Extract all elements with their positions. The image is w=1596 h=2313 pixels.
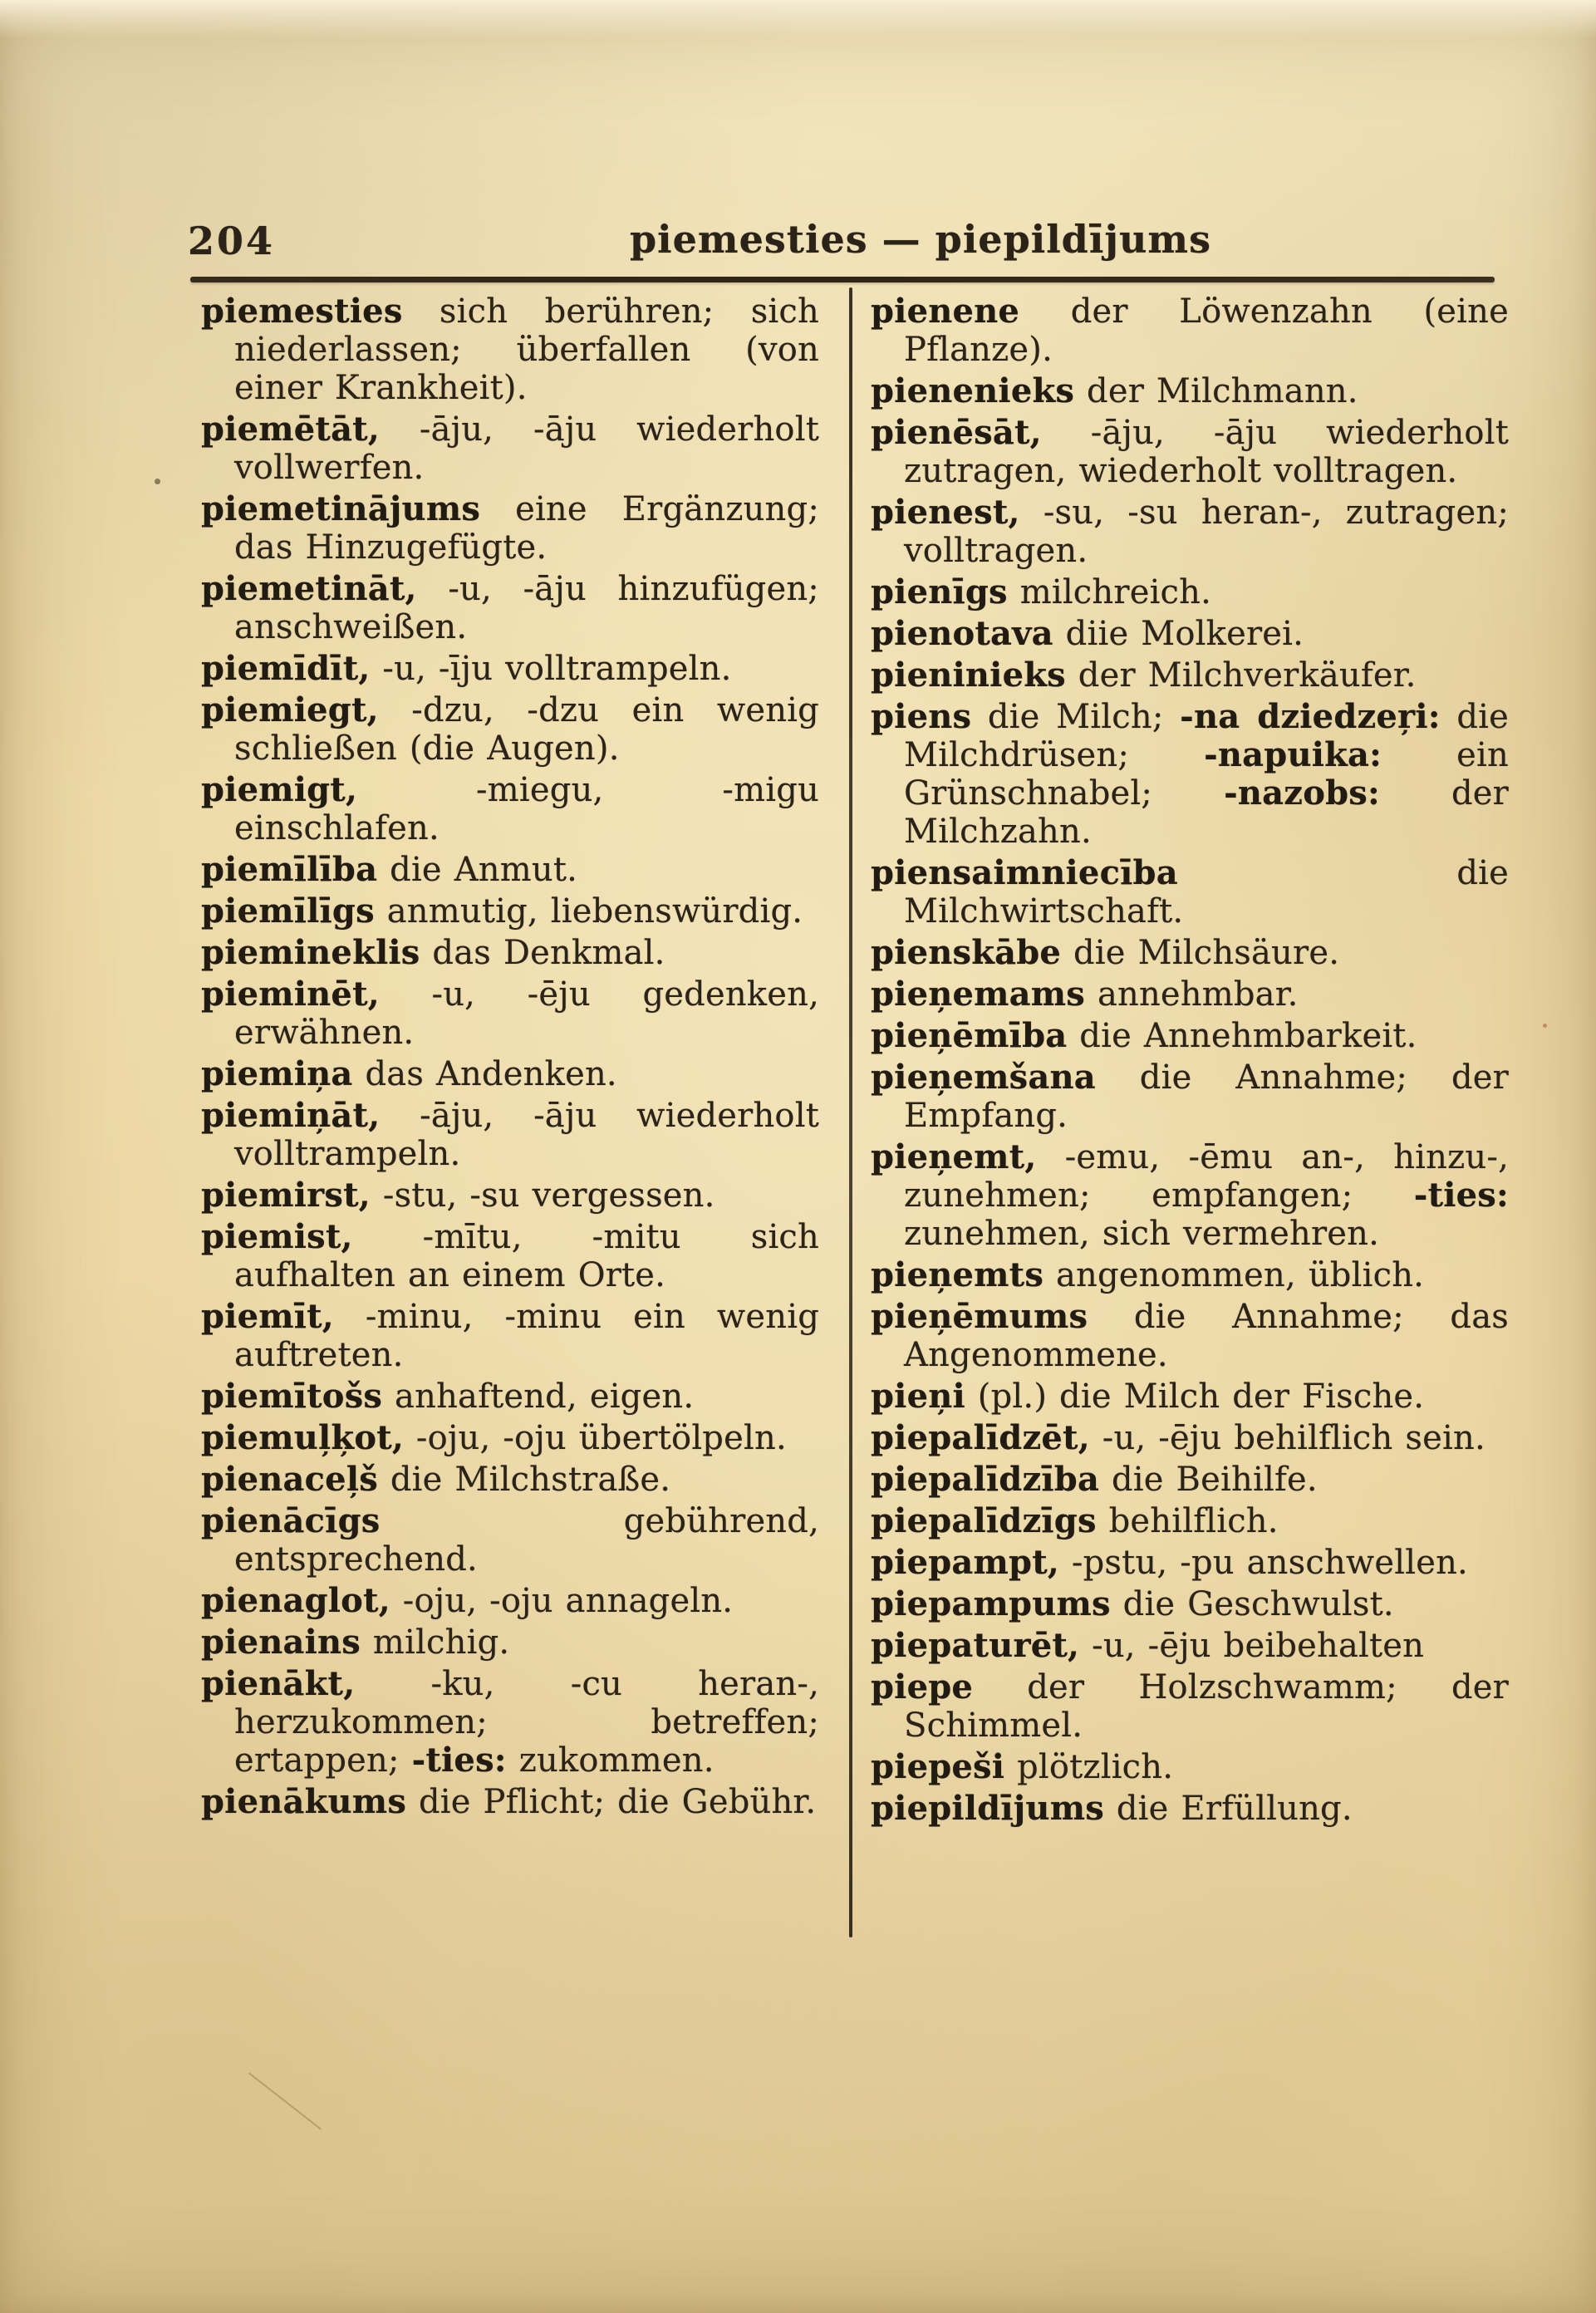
headword: pieminēt, xyxy=(201,975,380,1014)
dictionary-entry xyxy=(871,292,1509,369)
dictionary-entry xyxy=(871,494,1509,570)
headword: piemesties xyxy=(201,292,403,331)
dictionary-entry xyxy=(871,1748,1509,1786)
headword: pieņemšana xyxy=(871,1058,1096,1097)
definition-text: annehmbar. xyxy=(1085,975,1299,1014)
headword: -ties: xyxy=(411,1741,507,1780)
dictionary-entry xyxy=(871,656,1509,695)
dictionary-entry xyxy=(201,490,819,567)
definition-text: -mītu, -mitu sich aufhalten an einem Orte. xyxy=(234,1218,819,1294)
definition-text: -ku, -cu heran-, herzukommen; betreffen; ertappen; xyxy=(234,1665,819,1780)
dictionary-entry xyxy=(871,1298,1509,1374)
headword: piens xyxy=(871,697,972,736)
definition-text: der Milchverkäufer. xyxy=(1065,656,1417,695)
dictionary-entry xyxy=(871,1138,1509,1253)
definition-text: die Erfüllung. xyxy=(1103,1790,1353,1828)
definition-text: angenommen, üblich. xyxy=(1044,1256,1425,1294)
definition-text: -u, -ēju behilflich sein. xyxy=(1089,1419,1486,1457)
headword: pienene xyxy=(871,292,1020,331)
definition-text: die Geschwulst. xyxy=(1110,1585,1394,1623)
headword: -ties: xyxy=(1413,1176,1509,1215)
headword: pieņemt, xyxy=(871,1137,1037,1176)
definition-text: die Beihilfe. xyxy=(1099,1461,1318,1499)
dictionary-entry xyxy=(201,1419,819,1457)
headword: piemiegt, xyxy=(201,690,379,729)
page-top-edge xyxy=(0,0,1596,38)
dictionary-entry xyxy=(201,570,819,646)
definition-text: eine Ergänzung; das Hinzugefügte. xyxy=(234,490,819,567)
headword: pieņemts xyxy=(871,1255,1044,1294)
dictionary-entry xyxy=(871,372,1509,410)
headword: piepalīdzīgs xyxy=(871,1501,1097,1540)
definition-text: -su, -su heran-, zutragen; volltragen. xyxy=(904,494,1509,570)
dictionary-entry xyxy=(871,1544,1509,1582)
dictionary-entry xyxy=(201,771,819,847)
headword: pienēsāt, xyxy=(871,413,1042,452)
dictionary-entry xyxy=(871,1585,1509,1623)
headword: pieņemams xyxy=(871,975,1086,1014)
headword: piemetinājums xyxy=(201,489,481,528)
definition-text: (pl.) die Milch der Fische. xyxy=(965,1377,1425,1416)
definition-text: der Löwenzahn (eine Pflanze). xyxy=(904,292,1509,369)
dictionary-entry xyxy=(201,1665,819,1780)
headword: pienākt, xyxy=(201,1664,356,1703)
definition-text: gebührend, entsprechend. xyxy=(234,1502,819,1579)
definition-text: behilflich. xyxy=(1096,1502,1279,1540)
definition-text: die Anmut. xyxy=(377,851,578,889)
headword: piemīlīgs xyxy=(201,891,375,931)
definition-text: die Milch; xyxy=(971,698,1181,736)
dictionary-entry xyxy=(871,854,1509,931)
definition-text: anhaftend, eigen. xyxy=(382,1377,695,1416)
headword: pienaglot, xyxy=(201,1581,390,1620)
definition-text: sich berühren; sich niederlassen; überfallen (von einer Krankheit). xyxy=(234,292,819,407)
definition-text: das Andenken. xyxy=(352,1055,617,1093)
dictionary-entry xyxy=(201,1461,819,1499)
headword: pieņēmums xyxy=(871,1297,1088,1336)
dictionary-entry xyxy=(201,1377,819,1416)
dictionary-entry xyxy=(871,1377,1509,1416)
dictionary-entry xyxy=(201,851,819,889)
definition-text: die Annahme; das Angenommene. xyxy=(904,1298,1509,1374)
headword: piemirst, xyxy=(201,1176,371,1215)
definition-text: der Milchzahn. xyxy=(904,774,1509,851)
headword: piemīlība xyxy=(201,850,378,889)
dictionary-entry xyxy=(871,414,1509,490)
dictionary-entry xyxy=(201,1298,819,1374)
definition-text: -u, -ēju beibehalten xyxy=(1079,1627,1425,1665)
dictionary-entry xyxy=(201,1623,819,1662)
headword: pienīgs xyxy=(871,572,1008,611)
headword: piemuļķot, xyxy=(201,1418,405,1457)
definition-text: anmutig, liebenswürdig. xyxy=(374,892,803,931)
definition-text: -emu, -ēmu an-, hinzu-, zunehmen; empfangen; xyxy=(904,1138,1509,1215)
headword: piemiņāt, xyxy=(201,1096,381,1135)
dictionary-entry xyxy=(201,1502,819,1579)
headword: piensaimniecība xyxy=(871,853,1178,892)
definition-text: -āju, -āju wiederholt volltrampeln. xyxy=(234,1097,819,1173)
definition-text: milchreich. xyxy=(1007,573,1212,611)
definition-text: die Milchdrüsen; xyxy=(904,698,1509,774)
right-column xyxy=(871,292,1509,1831)
definition-text: der Milchmann. xyxy=(1074,372,1358,410)
definition-text: -oju, -oju übertölpeln. xyxy=(404,1419,787,1457)
definition-text: -āju, -āju wiederholt zutragen, wiederholt volltragen. xyxy=(904,414,1509,490)
definition-text: die Milchstraße. xyxy=(377,1461,671,1499)
ink-speck xyxy=(1543,1024,1547,1028)
dictionary-entry xyxy=(871,1256,1509,1294)
headword: piemītošs xyxy=(201,1377,383,1416)
dictionary-entry xyxy=(201,650,819,688)
page-number: 204 xyxy=(188,219,276,263)
left-column xyxy=(201,292,819,1824)
dictionary-entry xyxy=(871,1017,1509,1055)
definition-text: zunehmen, sich vermehren. xyxy=(904,1215,1380,1253)
headword: pienotava xyxy=(871,614,1053,653)
headword: piepampums xyxy=(871,1584,1111,1623)
headword: piemetināt, xyxy=(201,569,417,608)
dictionary-entry xyxy=(201,1218,819,1294)
headword: pienācīgs xyxy=(201,1501,381,1540)
dictionary-entry xyxy=(201,975,819,1052)
definition-text: die Annehmbarkeit. xyxy=(1067,1017,1417,1055)
dictionary-entry xyxy=(201,934,819,972)
headword: -napuika: xyxy=(1204,735,1382,774)
ink-speck xyxy=(155,479,160,484)
dictionary-entry xyxy=(871,1790,1509,1828)
dictionary-entry xyxy=(871,1419,1509,1457)
headword: pieņēmība xyxy=(871,1016,1068,1055)
dictionary-entry xyxy=(201,1783,819,1821)
headword: piepeši xyxy=(871,1747,1005,1786)
dictionary-entry xyxy=(871,615,1509,653)
dictionary-entry xyxy=(201,1055,819,1093)
headword: pienākums xyxy=(201,1782,407,1821)
definition-text: zukommen. xyxy=(506,1741,715,1780)
dictionary-entry xyxy=(871,1627,1509,1665)
definition-text: milchig. xyxy=(361,1623,510,1662)
headword: -nazobs: xyxy=(1224,773,1380,813)
headword: piemigt, xyxy=(201,770,358,809)
headword: piepalīdzība xyxy=(871,1460,1100,1499)
definition-text: die Milchsäure. xyxy=(1061,934,1340,972)
paper-scratch xyxy=(248,2072,322,2129)
dictionary-entry xyxy=(201,1176,819,1215)
definition-text: -dzu, -dzu ein wenig schließen (die Augen). xyxy=(234,691,819,768)
headword: piemētāt, xyxy=(201,410,380,449)
definition-text: -u, -āju hinzufügen; anschweißen. xyxy=(234,570,819,646)
headword: pieninieks xyxy=(871,656,1066,695)
headword: pienains xyxy=(201,1623,361,1662)
header-rule xyxy=(190,277,1495,282)
headword: piepaturēt, xyxy=(871,1626,1080,1665)
definition-text: -āju, -āju wiederholt vollwerfen. xyxy=(234,410,819,487)
headword: pienenieks xyxy=(871,371,1075,410)
definition-text: -oju, -oju annageln. xyxy=(390,1582,734,1620)
dictionary-entry xyxy=(871,698,1509,851)
dictionary-entry xyxy=(201,892,819,931)
dictionary-entry xyxy=(201,1097,819,1173)
headword: piemiņa xyxy=(201,1054,353,1093)
dictionary-entry xyxy=(871,1461,1509,1499)
dictionary-entry xyxy=(871,975,1509,1014)
definition-text: diie Molkerei. xyxy=(1053,615,1304,653)
headword: pieņi xyxy=(871,1377,965,1416)
definition-text: plötzlich. xyxy=(1004,1748,1174,1786)
dictionary-entry xyxy=(871,1668,1509,1745)
dictionary-entry xyxy=(871,1058,1509,1135)
definition-text: das Denkmal. xyxy=(420,934,665,972)
definition-text: die Pflicht; die Gebühr. xyxy=(406,1783,817,1821)
dictionary-entry xyxy=(871,573,1509,611)
dictionary-entry xyxy=(201,410,819,487)
definition-text: der Holzschwamm; der Schimmel. xyxy=(904,1668,1509,1745)
headword: piepampt, xyxy=(871,1543,1059,1582)
headword: piemineklis xyxy=(201,933,420,972)
column-divider xyxy=(849,287,852,1937)
headword: piepe xyxy=(871,1667,974,1707)
running-head-title: piemesties — piepildījums xyxy=(630,217,1211,262)
definition-text: die Milchwirtschaft. xyxy=(904,854,1509,931)
headword: piepalīdzēt, xyxy=(871,1418,1090,1457)
headword: pienaceļš xyxy=(201,1460,378,1499)
headword: piepildījums xyxy=(871,1789,1104,1828)
definition-text: -stu, -su vergessen. xyxy=(370,1176,715,1215)
headword: piemīt, xyxy=(201,1297,334,1336)
definition-text: ein Grünschnabel; xyxy=(904,736,1509,813)
dictionary-entry xyxy=(201,292,819,407)
definition-text: -pstu, -pu anschwellen. xyxy=(1059,1544,1468,1582)
headword: pienest, xyxy=(871,493,1020,532)
definition-text: -minu, -minu ein wenig auftreten. xyxy=(234,1298,819,1374)
headword: -na dziedzeŗi: xyxy=(1180,697,1441,736)
definition-text: -miegu, -migu einschlafen. xyxy=(234,771,819,847)
headword: piemīdīt, xyxy=(201,649,371,688)
definition-text: -u, -ēju gedenken, erwähnen. xyxy=(234,975,819,1052)
headword: pienskābe xyxy=(871,933,1062,972)
dictionary-entry xyxy=(201,1582,819,1620)
dictionary-entry xyxy=(871,1502,1509,1540)
dictionary-entry xyxy=(201,691,819,768)
definition-text: -u, -īju volltrampeln. xyxy=(370,650,732,688)
definition-text: die Annahme; der Empfang. xyxy=(904,1058,1509,1135)
headword: piemist, xyxy=(201,1217,353,1256)
dictionary-entry xyxy=(871,934,1509,972)
